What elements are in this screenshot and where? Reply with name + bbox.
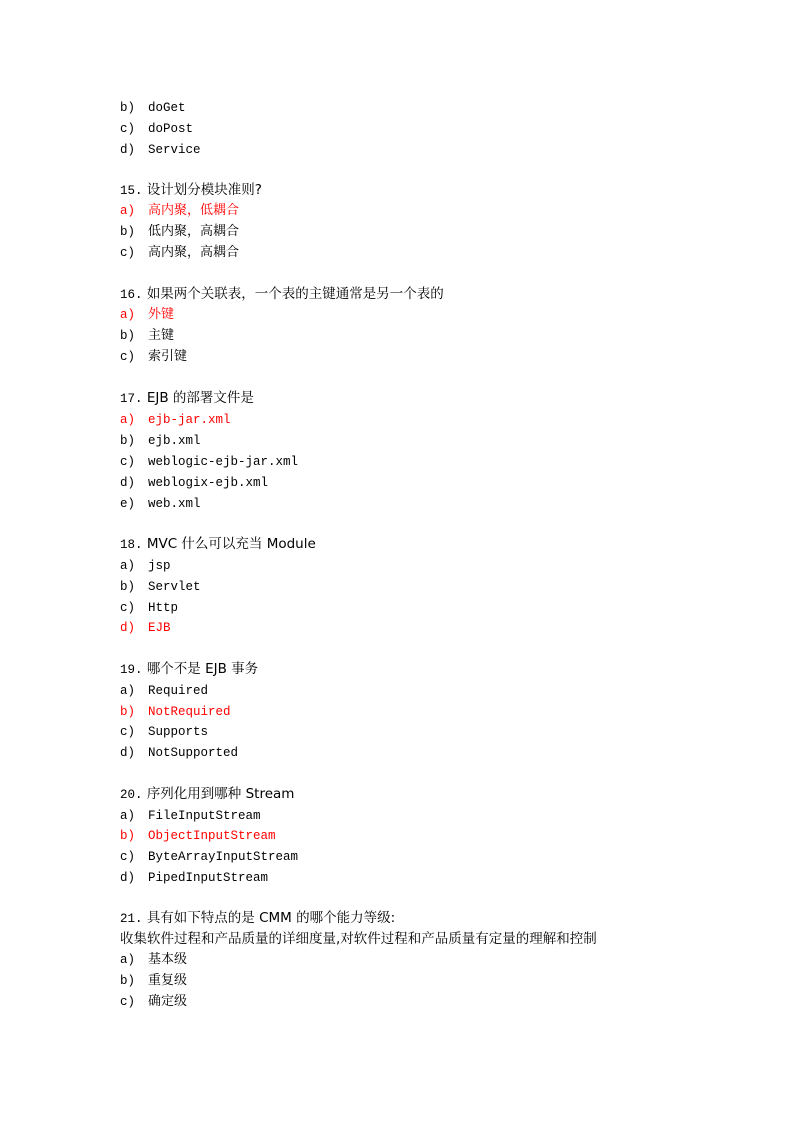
question-20 xyxy=(120,784,294,804)
option-line xyxy=(120,722,208,742)
option-line-correct xyxy=(120,618,171,638)
option-letter: b) xyxy=(120,329,136,343)
question-18 xyxy=(120,534,316,554)
option-text: 高内聚，低耦合 xyxy=(148,203,240,218)
option-line-correct xyxy=(120,826,276,846)
question-number: 19. xyxy=(120,663,143,677)
option-text: 低内聚，高耦合 xyxy=(148,224,240,239)
option-text: Http xyxy=(148,601,179,615)
option-letter: a) xyxy=(120,204,136,218)
option-letter: c) xyxy=(120,995,136,1009)
option-letter: c) xyxy=(120,246,136,260)
option-letter: b) xyxy=(120,225,136,239)
option-line xyxy=(120,473,268,493)
option-line xyxy=(120,577,201,597)
option-text: 主键 xyxy=(148,328,175,343)
question-text: 设计划分模块准则? xyxy=(146,182,262,198)
option-line xyxy=(120,119,193,139)
option-text: 重复级 xyxy=(148,973,188,988)
option-line-correct xyxy=(120,410,231,430)
option-line xyxy=(120,743,238,763)
option-text: Required xyxy=(148,684,209,698)
option-text: jsp xyxy=(148,559,171,573)
option-text: 外键 xyxy=(148,307,175,322)
option-text: weblogix-ejb.xml xyxy=(148,476,269,490)
option-line xyxy=(120,598,178,618)
option-line xyxy=(120,347,187,367)
option-letter: a) xyxy=(120,308,136,322)
option-text: 高内聚，高耦合 xyxy=(148,245,240,260)
option-letter: e) xyxy=(120,497,136,511)
option-text: ejb-jar.xml xyxy=(148,413,231,427)
option-line xyxy=(120,806,261,826)
option-letter: d) xyxy=(120,871,136,885)
question-number: 17. xyxy=(120,392,143,406)
option-letter: c) xyxy=(120,122,136,136)
option-line xyxy=(120,222,239,242)
option-text: doGet xyxy=(148,101,186,115)
option-line xyxy=(120,950,187,970)
question-19 xyxy=(120,659,258,679)
option-text: FileInputStream xyxy=(148,809,261,823)
question-number: 16. xyxy=(120,288,143,302)
option-text: ObjectInputStream xyxy=(148,829,276,843)
option-line xyxy=(120,98,186,118)
option-letter: d) xyxy=(120,476,136,490)
option-line xyxy=(120,868,268,888)
question-17 xyxy=(120,388,254,408)
question-number: 18. xyxy=(120,538,143,552)
option-line xyxy=(120,243,239,263)
option-letter: d) xyxy=(120,746,136,760)
option-letter: b) xyxy=(120,974,136,988)
option-text: EJB xyxy=(148,621,171,635)
option-text: NotSupported xyxy=(148,746,239,760)
option-letter: c) xyxy=(120,350,136,364)
option-text: 确定级 xyxy=(148,994,188,1009)
option-line xyxy=(120,140,201,160)
question-text: 具有如下特点的是 CMM 的哪个能力等级: xyxy=(146,910,396,926)
option-line-correct xyxy=(120,201,239,221)
option-line xyxy=(120,431,201,451)
option-line xyxy=(120,326,174,346)
option-line xyxy=(120,681,208,701)
option-letter: a) xyxy=(120,559,136,573)
question-detail-text: 收集软件过程和产品质量的详细度量,对软件过程和产品质量有定量的理解和控制 xyxy=(120,931,597,947)
question-text: MVC 什么可以充当 Module xyxy=(146,536,316,552)
option-letter: c) xyxy=(120,455,136,469)
question-number: 20. xyxy=(120,788,143,802)
option-text: weblogic-ejb-jar.xml xyxy=(148,455,299,469)
option-line-correct xyxy=(120,702,231,722)
option-text: ejb.xml xyxy=(148,434,201,448)
question-text: 序列化用到哪种 Stream xyxy=(146,786,295,802)
option-letter: c) xyxy=(120,850,136,864)
question-detail xyxy=(120,929,597,949)
question-21 xyxy=(120,908,395,928)
option-text: web.xml xyxy=(148,497,201,511)
option-letter: b) xyxy=(120,829,136,843)
option-line xyxy=(120,452,298,472)
option-letter: b) xyxy=(120,434,136,448)
question-number: 21. xyxy=(120,912,143,926)
option-line xyxy=(120,971,187,991)
option-letter: d) xyxy=(120,143,136,157)
option-text: Service xyxy=(148,143,201,157)
option-line xyxy=(120,847,298,867)
option-line xyxy=(120,556,171,576)
option-letter: c) xyxy=(120,725,136,739)
option-letter: b) xyxy=(120,580,136,594)
option-line xyxy=(120,992,187,1012)
option-text: NotRequired xyxy=(148,705,231,719)
question-text: 哪个不是 EJB 事务 xyxy=(146,661,259,677)
question-15 xyxy=(120,180,262,200)
option-text: Supports xyxy=(148,725,209,739)
option-text: doPost xyxy=(148,122,194,136)
option-text: Servlet xyxy=(148,580,201,594)
option-letter: a) xyxy=(120,809,136,823)
option-text: 基本级 xyxy=(148,952,188,967)
option-letter: b) xyxy=(120,101,136,115)
option-letter: c) xyxy=(120,601,136,615)
option-letter: a) xyxy=(120,413,136,427)
question-text: EJB 的部署文件是 xyxy=(146,390,254,406)
option-text: 索引键 xyxy=(148,349,188,364)
option-text: ByteArrayInputStream xyxy=(148,850,299,864)
option-letter: d) xyxy=(120,621,136,635)
option-letter: b) xyxy=(120,705,136,719)
question-16 xyxy=(120,284,444,304)
option-line xyxy=(120,494,201,514)
option-line-correct xyxy=(120,305,174,325)
option-text: PipedInputStream xyxy=(148,871,269,885)
option-letter: a) xyxy=(120,684,136,698)
option-letter: a) xyxy=(120,953,136,967)
question-text: 如果两个关联表，一个表的主键通常是另一个表的 xyxy=(146,286,444,302)
question-number: 15. xyxy=(120,184,143,198)
